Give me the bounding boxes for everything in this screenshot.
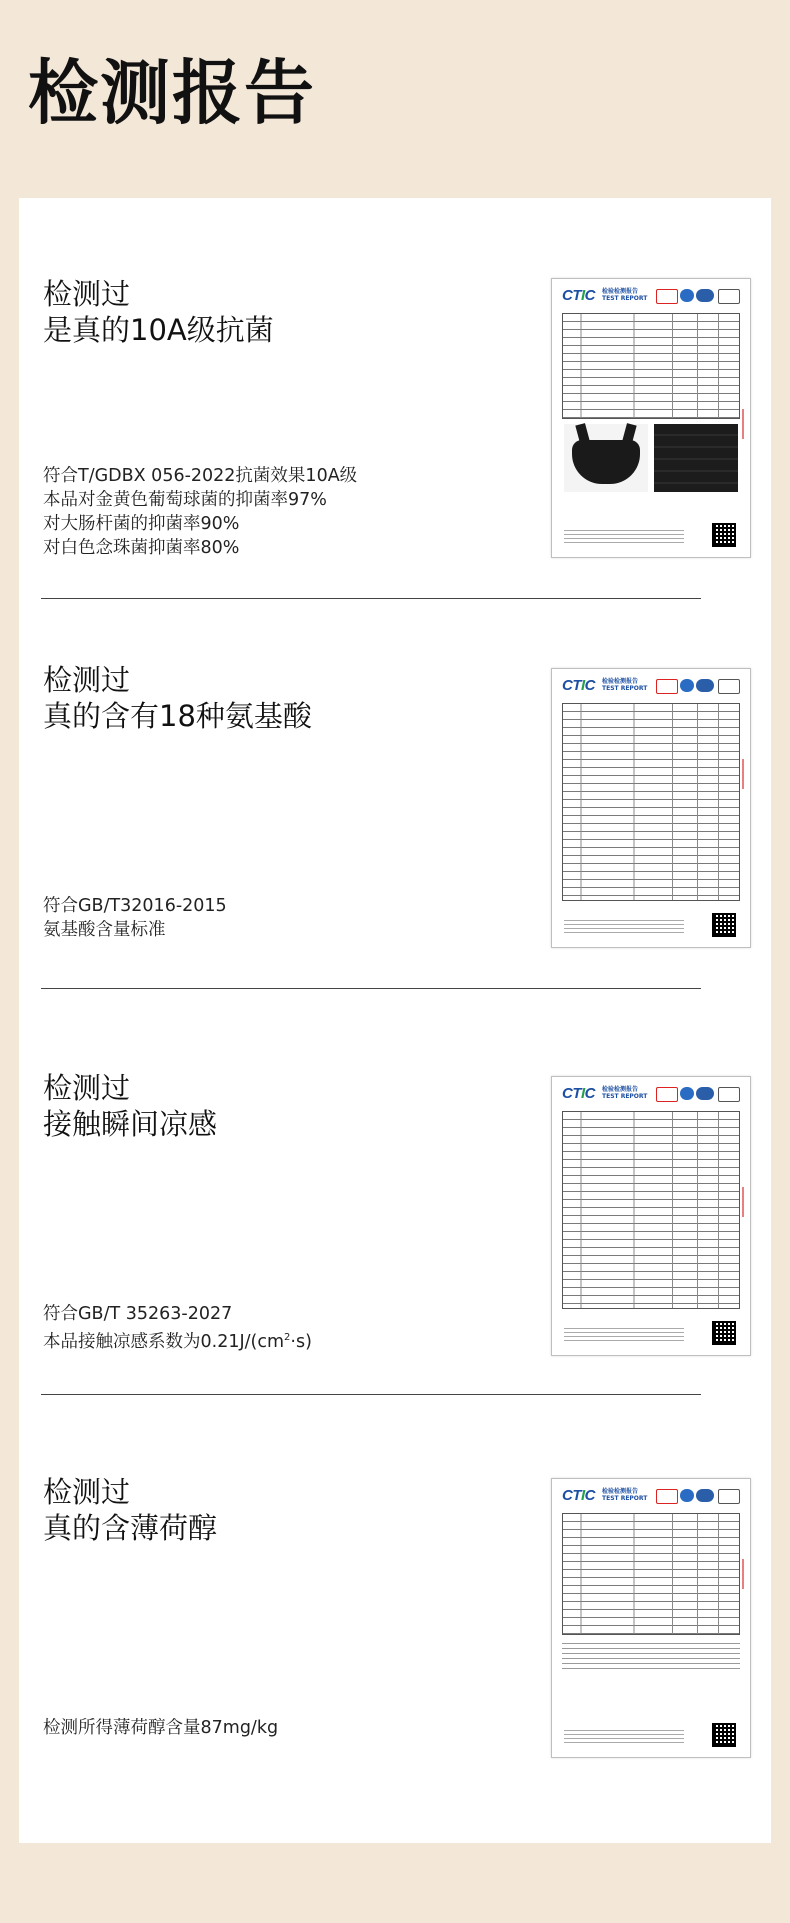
headline-line: 检测过 xyxy=(43,277,131,311)
seal-stamp xyxy=(742,1187,751,1217)
note-line: 对大肠杆菌的抑菌率90% xyxy=(43,514,240,534)
report-header xyxy=(562,1487,742,1509)
report-title xyxy=(602,1086,647,1100)
ma-mark-icon xyxy=(656,289,678,304)
ctic-logo: CTIC xyxy=(562,1487,596,1504)
note-line: 符合GB/T32016-2015 xyxy=(43,896,227,916)
qr-code-icon xyxy=(712,1723,736,1747)
ma-mark-icon xyxy=(656,679,678,694)
report-title xyxy=(602,678,647,692)
note-line: 符合T/GDBX 056-2022抗菌效果10A级 xyxy=(43,466,358,486)
report-header xyxy=(562,677,742,699)
report-title-en: TEST REPORT xyxy=(602,1495,648,1502)
section-headline xyxy=(43,276,274,348)
qr-code-icon xyxy=(712,913,736,937)
section-notes xyxy=(43,894,227,942)
ctic-logo: CTIC xyxy=(562,677,596,694)
report-footer-text xyxy=(564,527,684,545)
qr-code-icon xyxy=(712,523,736,547)
bra-body xyxy=(572,440,640,484)
test-report-image xyxy=(551,668,751,948)
seal-stamp xyxy=(742,409,751,439)
section-divider xyxy=(41,1394,701,1395)
cnas-mark-icon xyxy=(696,679,714,692)
report-table xyxy=(562,703,740,901)
page-title: 检测报告 xyxy=(28,52,316,134)
report-footer-text xyxy=(564,1325,684,1343)
cert-mark-icon xyxy=(718,1489,740,1504)
seal-stamp xyxy=(742,1559,751,1589)
report-title xyxy=(602,288,647,302)
headline-line: 真的含薄荷醇 xyxy=(43,1511,218,1545)
cert-mark-icon xyxy=(718,289,740,304)
report-table xyxy=(562,1111,740,1309)
qr-code-icon xyxy=(712,1321,736,1345)
section-headline xyxy=(43,1474,217,1546)
report-header xyxy=(562,1085,742,1107)
report-title-cn: 检验检测报告 xyxy=(602,288,639,295)
report-title xyxy=(602,1488,647,1502)
certification-marks xyxy=(656,1489,742,1505)
headline-line: 接触瞬间凉感 xyxy=(43,1107,218,1141)
certification-marks xyxy=(656,1087,742,1103)
cnas-mark-icon xyxy=(696,289,714,302)
ctic-logo: CTIC xyxy=(562,1085,596,1102)
report-title-en: TEST REPORT xyxy=(602,295,648,302)
report-header xyxy=(562,287,742,309)
note-line: 对白色念珠菌抑菌率80% xyxy=(43,538,240,558)
report-table xyxy=(562,313,740,419)
ma-mark-icon xyxy=(656,1087,678,1102)
seal-stamp xyxy=(742,759,751,789)
report-title-cn: 检验检测报告 xyxy=(602,1488,639,1495)
report-conclusion-text xyxy=(562,1639,740,1669)
ma-mark-icon xyxy=(656,1489,678,1504)
certification-marks xyxy=(656,289,742,305)
note-line xyxy=(43,1326,312,1354)
ilac-mark-icon xyxy=(680,289,694,302)
section-headline xyxy=(43,1070,217,1142)
report-title-cn: 检验检测报告 xyxy=(602,1086,639,1093)
note-text: ·s) xyxy=(290,1331,312,1352)
section-notes xyxy=(43,464,357,560)
note-line: 氨基酸含量标准 xyxy=(43,920,166,940)
report-footer-text xyxy=(564,1727,684,1745)
test-report-image xyxy=(551,278,751,558)
headline-line: 是真的10A级抗菌 xyxy=(43,313,274,347)
section-divider xyxy=(41,598,701,599)
fabric-photo xyxy=(654,424,738,492)
content-panel xyxy=(19,198,771,1843)
headline-line: 检测过 xyxy=(43,1071,131,1105)
headline-line: 检测过 xyxy=(43,663,131,697)
note-line: 检测所得薄荷醇含量87mg/kg xyxy=(43,1718,279,1738)
headline-line: 真的含有18种氨基酸 xyxy=(43,699,312,733)
section-divider xyxy=(41,988,701,989)
section-notes xyxy=(43,1302,312,1354)
note-line: 本品对金黄色葡萄球菌的抑菌率97% xyxy=(43,490,327,510)
ilac-mark-icon xyxy=(680,679,694,692)
cnas-mark-icon xyxy=(696,1489,714,1502)
note-superscript: 2 xyxy=(284,1332,291,1343)
report-table xyxy=(562,1513,740,1635)
note-line: 符合GB/T 35263-2027 xyxy=(43,1304,233,1324)
ilac-mark-icon xyxy=(680,1087,694,1100)
cert-mark-icon xyxy=(718,679,740,694)
report-title-en: TEST REPORT xyxy=(602,1093,648,1100)
test-report-image xyxy=(551,1478,751,1758)
bra-photo xyxy=(564,424,648,492)
report-title-cn: 检验检测报告 xyxy=(602,678,639,685)
test-report-image xyxy=(551,1076,751,1356)
report-title-en: TEST REPORT xyxy=(602,685,648,692)
section-notes xyxy=(43,1716,278,1740)
section-headline xyxy=(43,662,312,734)
report-footer-text xyxy=(564,917,684,935)
note-text: 本品接触凉感系数为0.21J/(cm xyxy=(43,1331,285,1352)
headline-line: 检测过 xyxy=(43,1475,131,1509)
cnas-mark-icon xyxy=(696,1087,714,1100)
cert-mark-icon xyxy=(718,1087,740,1102)
ctic-logo: CTIC xyxy=(562,287,596,304)
certification-marks xyxy=(656,679,742,695)
ilac-mark-icon xyxy=(680,1489,694,1502)
